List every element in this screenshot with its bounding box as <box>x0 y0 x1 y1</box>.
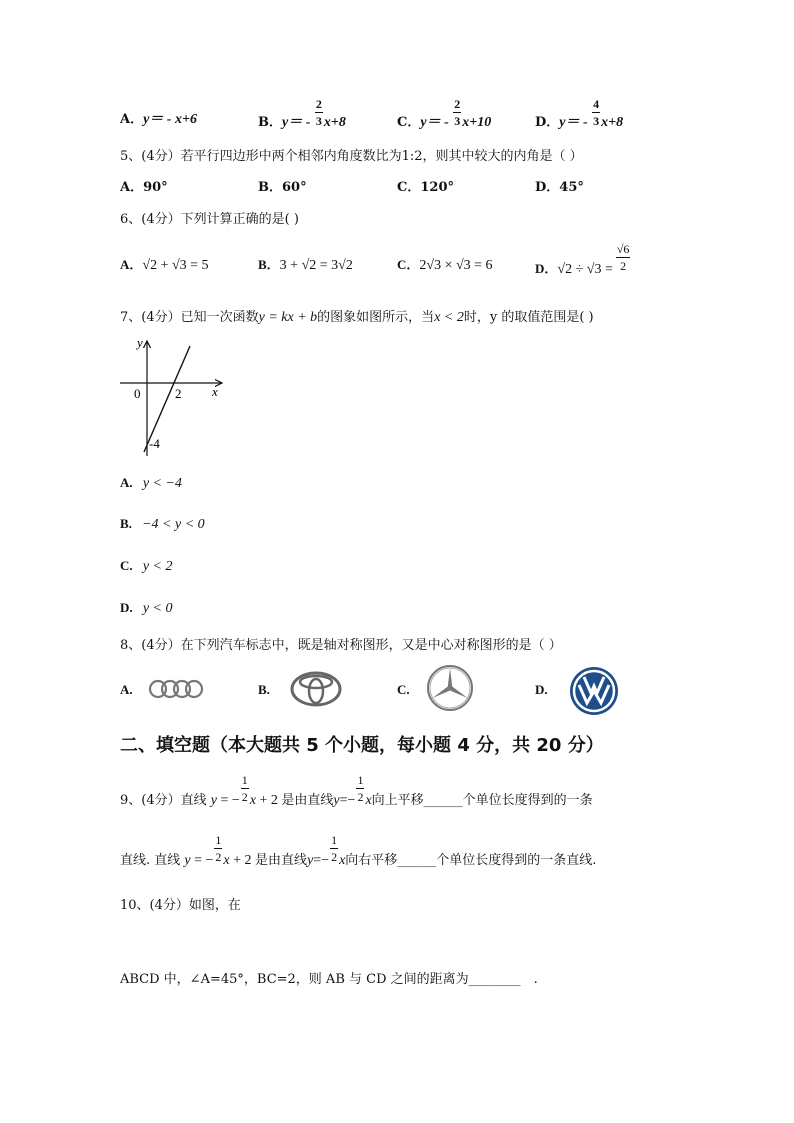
audi-logo <box>148 678 204 700</box>
q7-option-c: C. y < 2 <box>120 558 173 574</box>
q8-option-c-label: C. <box>397 682 410 697</box>
toyota-logo <box>290 670 342 708</box>
q10-line-2: ABCD 中，∠A=45°，BC=2，则 AB 与 CD 之间的距离为________ . <box>120 972 538 987</box>
origin-label: 0 <box>134 386 141 401</box>
q6-stem: 6、(4分）下列计算正确的是( ) <box>120 212 299 227</box>
q9-line-2: 直线. 直线 y = − $\frac{1}{2}$ x + 2 是由直线y=− $\frac{1}{2}$ x向右平移______个单位长度得到的一条直线. <box>120 833 597 868</box>
x-axis-label: x <box>212 384 218 399</box>
q6-option-c: C．2√3 × √3 = 6 <box>397 257 493 273</box>
q5-option-a: A．90° <box>120 180 168 195</box>
q7-option-b: B. −4 < y < 0 <box>120 516 205 532</box>
y-intercept-label: -4 <box>149 436 160 451</box>
q4-option-c: C．y＝ - $\frac{2}{3}$ x+10 <box>397 97 492 130</box>
q8-option-a-label: A. <box>120 682 133 697</box>
q7-function-graph <box>118 336 228 460</box>
section-2-title: 二、填空题（本大题共 5 个小题，每小题 4 分，共 20 分） <box>120 735 604 756</box>
y-axis-label: y <box>137 336 143 350</box>
q6-option-d: $_{D.}$√2 ÷ √3 = $\frac{√6}{2}$ <box>535 242 630 277</box>
q10-line-1: 10、(4分）如图，在 <box>120 898 241 913</box>
q7-option-d: D. y < 0 <box>120 600 173 616</box>
q7-option-a: A. y < −4 <box>120 475 182 491</box>
q4-option-d: D．y＝ - $\frac{4}{3}$ x+8 <box>535 97 624 130</box>
q7-stem: 7、(4分）已知一次函数y = kx + b的图象如图所示，当x < 2时，y 的取值范围是( ) <box>120 310 594 325</box>
q4-option-a: A．y＝ - x+6 <box>120 112 197 127</box>
mercedes-logo <box>426 664 474 712</box>
q9-line-1: 9、(4分）直线 y = − $\frac{1}{2}$ x + 2 是由直线y=− $\frac{1}{2}$ x向上平移______个单位长度得到的一条 <box>120 773 593 808</box>
q5-option-d: D．45° <box>535 180 584 195</box>
q6-option-a: A．√2 + √3 = 5 <box>120 257 209 273</box>
q8-option-b-label: B. <box>258 682 270 697</box>
volkswagen-logo <box>569 666 619 716</box>
q5-option-b: B．60° <box>258 180 307 195</box>
q5-option-c: C．120° <box>397 180 454 195</box>
x-intercept-label: 2 <box>175 386 182 401</box>
q8-option-d-label: D. <box>535 682 548 697</box>
q6-option-b: B．3 + √2 = 3√2 <box>258 257 353 273</box>
q8-stem: 8、(4分）在下列汽车标志中，既是轴对称图形，又是中心对称图形的是（ ） <box>120 638 562 653</box>
q4-option-b: B．y＝ - $\frac{2}{3}$ x+8 <box>258 97 346 130</box>
q5-stem: 5、(4分）若平行四边形中两个相邻内角度数比为1:2，则其中较大的内角是（ ） <box>120 149 583 164</box>
